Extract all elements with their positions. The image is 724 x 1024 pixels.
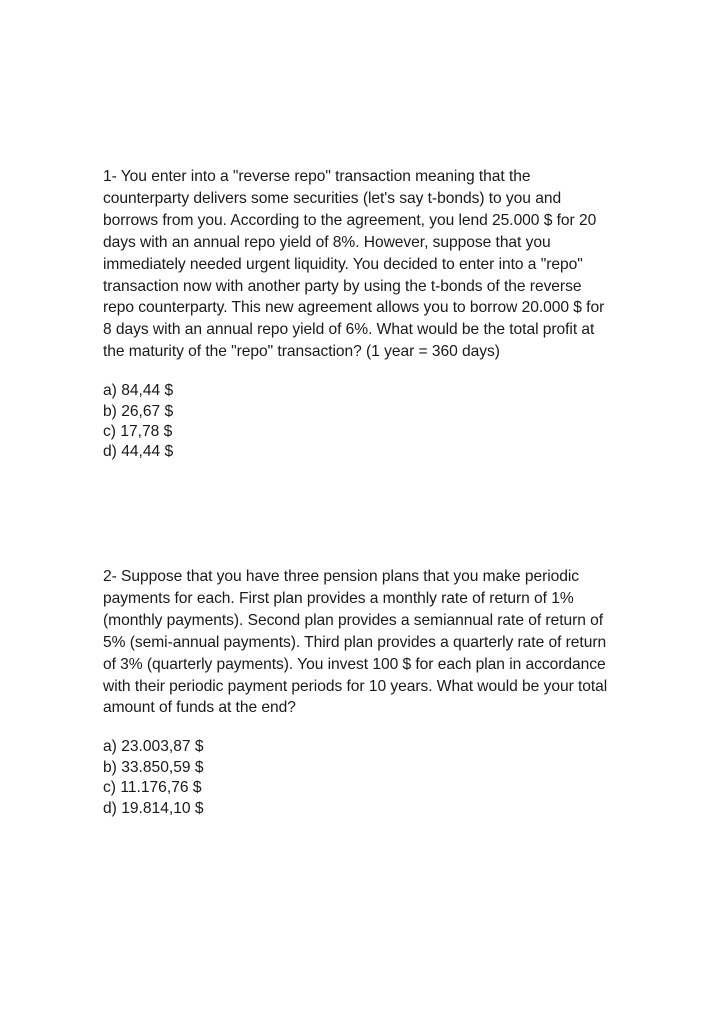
question-text-line: amount of funds at the end? — [103, 699, 296, 717]
question-text-line: borrows from you. According to the agreement, you lend 25.000 $ for 20 — [103, 211, 597, 229]
question-1-text — [103, 166, 673, 363]
answer-option-d: d) 44,44 $ — [103, 443, 174, 461]
question-text-line: (monthly payments). Second plan provides a semiannual rate of return of — [103, 611, 604, 629]
answer-option-d: d) 19.814,10 $ — [103, 799, 204, 817]
answer-option-a: a) 84,44 $ — [103, 382, 174, 400]
question-2 — [103, 566, 673, 819]
question-text-line: immediately needed urgent liquidity. You decided to enter into a "repo" — [103, 255, 583, 273]
question-2-options — [103, 737, 673, 819]
question-text-line: days with an annual repo yield of 8%. However, suppose that you — [103, 233, 551, 251]
answer-option-c: c) 17,78 $ — [103, 422, 173, 440]
question-text-line: repo counterparty. This new agreement allows you to borrow 20.000 $ for — [103, 299, 605, 317]
question-text-line: payments for each. First plan provides a monthly rate of return of 1% — [103, 589, 574, 607]
question-text-line: with their periodic payment periods for 10 years. What would be your total — [103, 677, 608, 695]
question-text-line: 1- You enter into a "reverse repo" transaction meaning that the — [103, 168, 531, 185]
answer-option-b: b) 33.850,59 $ — [103, 758, 204, 776]
question-1 — [103, 166, 673, 463]
question-text-line: of 3% (quarterly payments). You invest 100 $ for each plan in accordance — [103, 655, 606, 673]
question-1-options — [103, 381, 673, 463]
question-text-line: the maturity of the "repo" transaction? (1 year = 360 days) — [103, 343, 500, 361]
answer-option-b: b) 26,67 $ — [103, 402, 174, 420]
question-text-line: 5% (semi-annual payments). Third plan provides a quarterly rate of return — [103, 633, 607, 651]
question-text-line: 8 days with an annual repo yield of 6%. What would be the total profit at — [103, 321, 595, 339]
answer-option-c: c) 11.176,76 $ — [103, 779, 202, 797]
question-2-text — [103, 566, 673, 719]
answer-option-a: a) 23.003,87 $ — [103, 738, 204, 756]
question-text-line: counterparty delivers some securities (let's say t-bonds) to you and — [103, 189, 562, 207]
question-text-line: transaction now with another party by using the t-bonds of the reverse — [103, 277, 582, 295]
question-text-line: 2- Suppose that you have three pension plans that you make periodic — [103, 568, 580, 585]
